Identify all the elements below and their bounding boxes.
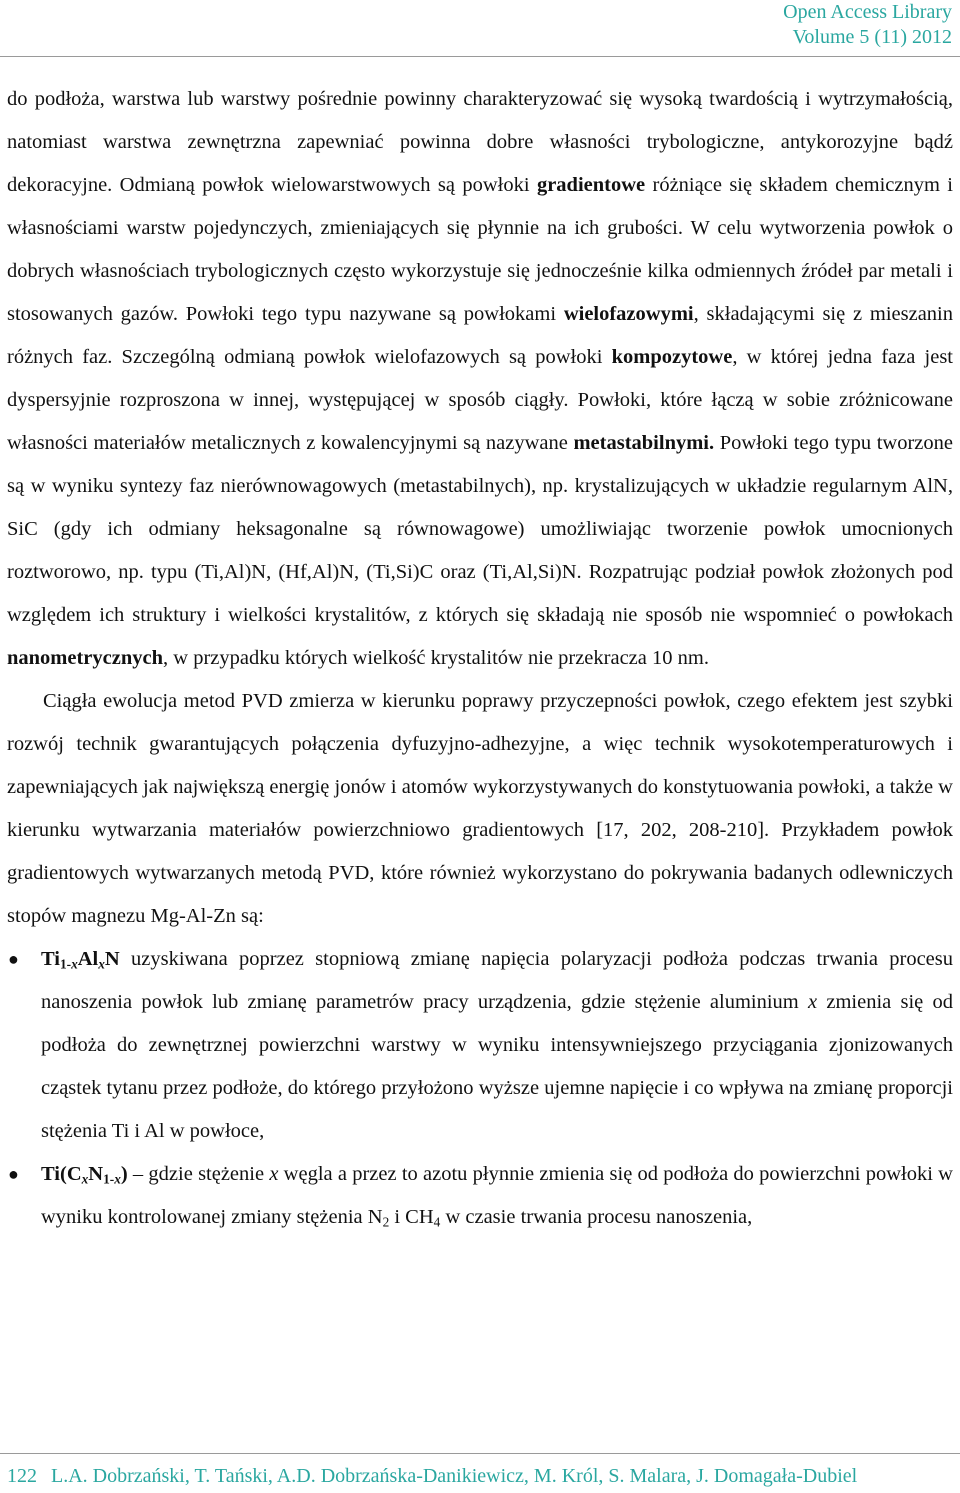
paragraph-2: Ciągła ewolucja metod PVD zmierza w kierunku poprawy przyczepności powłok, czego efektem jest szybki rozwój technik gwarantujących połączenia dyfuzyjno-adhezyjne, a więc technik wysokotemperaturowych i zapewniających jak największą energię jonów i atomów wykorzystywanych do konstytuowania powłoki, a także w kierunku wytwarzania materiałów powierzchniowo gradientowych [17, 202, 208-210]. Przykładem powłok gradientowych wytwarzanych metodą PVD, które również wykorzystano do pokrywania badanych odlewniczych stopów magnezu Mg-Al-Zn są: — [7, 690, 953, 927]
text-run: w czasie trwania procesu nanoszenia, — [440, 1206, 753, 1228]
text-run: węgla a przez to azotu płynnie zmienia się od podłoża do powierzchni powłoki w wyniku kontrolowanej zmiany stężenia N — [41, 1163, 953, 1228]
subscript-4: 4 — [433, 1214, 441, 1230]
term-metastabilnymi: metastabilnymi. — [573, 432, 715, 454]
footer-divider — [0, 1453, 960, 1454]
header-divider — [0, 56, 960, 57]
term-wielofazowymi: wielofazowymi — [563, 303, 694, 325]
text-run: i CH — [389, 1206, 434, 1228]
subscript-2: 2 — [382, 1214, 390, 1230]
bullet-icon: ● — [8, 949, 19, 969]
term-gradientowe: gradientowe — [536, 174, 646, 196]
list-item-tialn — [7, 938, 953, 1153]
paragraph-1 — [7, 78, 953, 680]
journal-volume: Volume 5 (11) 2012 — [792, 26, 952, 48]
text-run: – gdzie stężenie — [127, 1163, 270, 1185]
coating-list — [7, 938, 953, 1239]
text-run: , składającymi się z mieszanin różnych faz. Szczególną odmianą powłok wielofazowych są powłoki — [7, 303, 953, 368]
list-item-ticn — [7, 1153, 953, 1239]
footer-authors: L.A. Dobrzański, T. Tański, A.D. Dobrzańska-Danikiewicz, M. Król, S. Malara, J. Domagała-Dubiel — [51, 1465, 858, 1487]
text-run: , w której jedna faza jest dyspersyjnie rozproszona w innej, występującej w sposób ciągły. Powłoki, które łączą w sobie zróżnicowane własności materiałów metalicznych z kowalencyjnymi są nazywane — [7, 346, 953, 454]
bullet-icon: ● — [8, 1164, 19, 1184]
journal-name: Open Access Library — [783, 1, 952, 23]
text-run: do podłoża, warstwa lub warstwy pośrednie powinny charakteryzować się wysoką twardością i wytrzymałością, natomiast warstwa zewnętrzna zapewniać powinna dobre własności trybologiczne, antykorozyjne bądź dekoracyjne. Odmianą powłok wielowarstwowych są powłoki — [7, 88, 953, 196]
text-run: Powłoki tego typu tworzone są w wyniku syntezy faz nierównowagowych (metastabilnych), np. krystalizujących w układzie regularnym AlN, SiC (gdy ich odmiany heksagonalne są równowagowe) umożliwiając tworzenie powłok umocnionych roztworowo, np. typu (Ti,Al)N, (Hf,Al)N, (Ti,Si)C oraz (Ti,Al,Si)N. Rozpatrując podział powłok złożonych pod względem ich struktury i wielkości krystalitów, z których się składają nie sposób nie wspomnieć o powłokach — [7, 432, 953, 626]
term-nanometrycznych: nanometrycznych — [7, 647, 164, 669]
page-number: 122 — [7, 1465, 37, 1487]
formula-tialn: $Ti_{1-x}Al_xN$ — [41, 948, 120, 972]
text-run: różniące się składem chemicznym i własnościami warstw pojedynczych, zmieniających się płynnie na ich grubości. W celu wytworzenia powłok o dobrych własnościach trybologicznych często wykorzystuje się jednocześnie kilka odmiennych źródeł par metali i stosowanych gazów. Powłoki tego typu nazywane są powłokami — [7, 174, 953, 325]
variable-x: x — [269, 1163, 279, 1185]
main-text — [7, 78, 953, 1239]
text-run: uzyskiwana poprzez stopniową zmianę napięcia polaryzacji podłoża podczas trwania procesu nanoszenia powłok lub zmianę parametrów pracy urządzenia, gdzie stężenie aluminium — [41, 948, 953, 1013]
term-kompozytowe: kompozytowe — [611, 346, 733, 368]
text-run: , w przypadku których wielkość krystalitów nie przekracza 10 nm. — [163, 647, 709, 669]
variable-x: x — [808, 991, 818, 1013]
page-header — [783, 0, 952, 50]
page-footer — [7, 1463, 957, 1489]
text-run: zmienia się od podłoża do zewnętrznej powierzchni warstwy w wyniku intensywniejszego przyciągania zjonizowanych cząstek tytanu przez podłoże, do którego przyłożono wyższe ujemne napięcie i co wpływa na zmianę proporcji stężenia Ti i Al w powłoce, — [41, 991, 954, 1142]
formula-ticn: $Ti(C_xN_{1-x})$ — [41, 1163, 128, 1187]
